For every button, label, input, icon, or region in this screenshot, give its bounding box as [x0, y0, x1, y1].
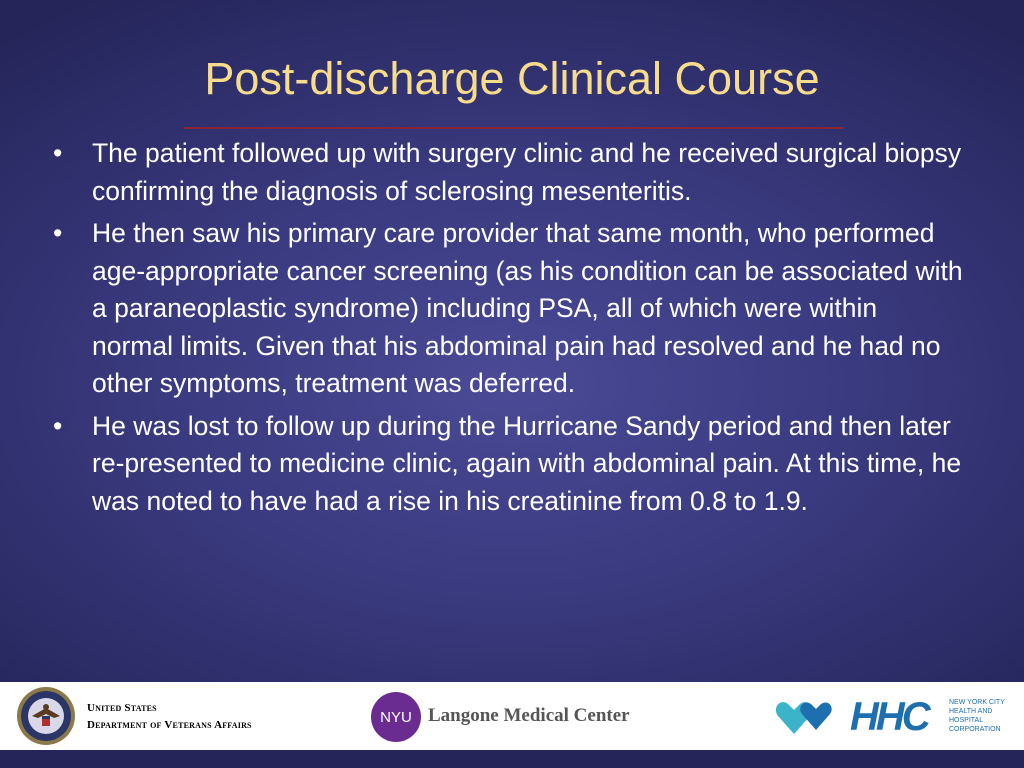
hhc-line: CORPORATION	[949, 726, 1001, 733]
bullet-item	[53, 215, 963, 403]
va-line-2: Department of Veterans Affairs	[87, 719, 252, 731]
title-divider	[184, 127, 844, 129]
hearts-icon	[774, 696, 836, 738]
bullet-item	[53, 408, 963, 521]
bullet-text: He then saw his primary care provider that same month, who performed age-appropriate cancer screening (as his condition can be associated with a paraneoplastic syndrome) including PSA, all of which were within normal limits. Given that his abdominal pain had resolved and he had no other symptoms, treatment was deferred.	[92, 218, 963, 398]
footer-bottom-band	[0, 750, 1024, 768]
hhc-line: HOSPITAL	[949, 717, 984, 724]
bullet-list	[53, 135, 963, 525]
bullet-item	[53, 135, 963, 210]
bullet-marker: •	[53, 218, 63, 248]
hhc-wordmark	[949, 698, 1009, 734]
hhc-logo: HHC	[850, 695, 928, 739]
bullet-text: He was lost to follow up during the Hurricane Sandy period and then later re-presented to medicine clinic, again with abdominal pain. At this time, he was noted to have had a rise in his creatinine from 0.8 to 1.9.	[92, 410, 962, 516]
hhc-line: NEW YORK CITY	[949, 699, 1005, 706]
hhc-line: HEALTH AND	[949, 708, 993, 715]
slide-title: Post-discharge Clinical Course	[204, 53, 820, 104]
va-seal-icon	[16, 686, 76, 746]
nyu-wordmark: Langone Medical Center	[428, 705, 630, 726]
bullet-marker: •	[53, 138, 63, 168]
logo-footer	[0, 682, 1024, 750]
nyu-badge: NYU	[371, 692, 421, 742]
va-wordmark	[87, 700, 252, 734]
bullet-marker: •	[53, 410, 63, 441]
va-line-1: United States	[87, 702, 157, 714]
bullet-text: The patient followed up with surgery clinic and he received surgical biopsy confirming the diagnosis of sclerosing mesenteritis.	[92, 138, 962, 206]
